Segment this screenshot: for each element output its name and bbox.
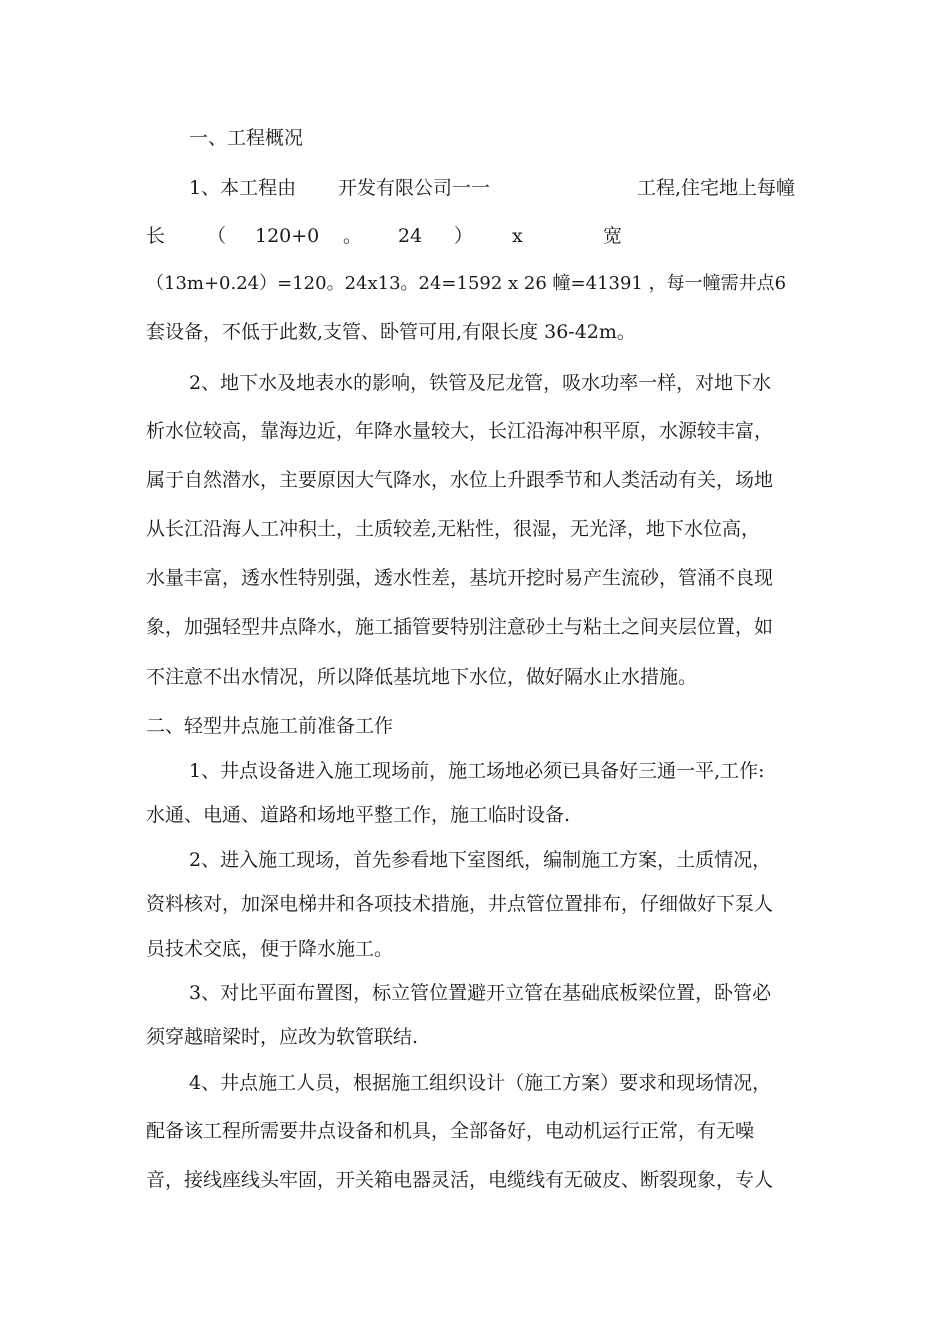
para-1-line-2-d: 。 [343,225,363,247]
para-1-line-2-f: ） [454,225,474,247]
heading-1: 一、工程概况 [189,127,304,149]
section-4-line-1: 4、井点施工人员，根据施工组织设计（施工方案）要求和现场情况， [189,1072,772,1094]
section-2-line-3: 员技术交底，便于降水施工。 [146,938,394,960]
para-2-line-5: 水量丰富，透水性特别强，透水性差，基坑开挖时易产生流砂，管涌不良现 [146,567,774,589]
para-1-line-1-c: 工程,住宅地上每幢 [637,177,796,199]
para-2-line-2: 析水位较高，靠海边近，年降水量较大，长江沿海冲积平原，水源较丰富， [146,420,774,442]
section-4-line-2: 配备该工程所需要井点设备和机具，全部备好，电动机运行正常，有无噪 [146,1120,755,1142]
para-1-line-2-e: 24 [398,225,423,247]
para-1-line-2-g: x [512,225,523,247]
section-3-line-2: 须穿越暗梁时，应改为软管联结. [146,1026,419,1048]
heading-2: 二、轻型井点施工前准备工作 [146,715,394,737]
para-1-line-1-a: 1、本工程由 [189,177,297,199]
para-1-line-2-c: 120+0 [255,225,320,247]
para-2-line-1: 2、地下水及地表水的影响，铁管及尼龙管，吸水功率一样，对地下水 [189,372,772,394]
section-1-line-1: 1、井点设备进入施工现场前，施工场地必须已具备好三通一平,工作: [189,760,765,782]
section-1-line-2: 水通、电通、道路和场地平整工作，施工临时设备. [146,804,571,826]
para-1-line-4: 套设备，不低于此数,支管、卧管可用,有限长度 36-42m。 [146,321,636,343]
para-2-line-3: 属于自然潜水，主要原因大气降水，水位上升跟季节和人类活动有关，场地 [146,469,774,491]
para-2-line-7: 不注意不出水情况，所以降低基坑地下水位，做好隔水止水措施。 [146,666,698,688]
para-1-line-3: （13m+0.24）=120。24x13。24=1592 x 26 幢=41391 ，每一幢需井点6 [146,273,787,294]
section-2-line-2: 资料核对，加深电梯井和各项技术措施，井点管位置排布，仔细做好下泵人 [146,893,774,915]
section-4-line-3: 音，接线座线头牢固，开关箱电器灵活，电缆线有无破皮、断裂现象，专人 [146,1169,774,1191]
para-1-line-2-h: 宽 [603,225,623,247]
para-1-line-2-a: 长 [146,225,166,247]
para-1-line-2-b: （ [207,225,227,247]
para-1-line-1-b: 开发有限公司一一 [338,177,491,199]
section-2-line-1: 2、进入施工现场，首先参看地下室图纸，编制施工方案，土质情况， [189,849,772,871]
section-3-line-1: 3、对比平面布置图，标立管位置避开立管在基础底板梁位置，卧管必 [189,982,772,1004]
para-2-line-6: 象，加强轻型井点降水，施工插管要特别注意砂土与粘土之间夹层位置，如 [146,616,774,638]
para-2-line-4: 从长江沿海人工冲积土，土质较差,无粘性，很湿，无光泽，地下水位高， [146,518,761,540]
